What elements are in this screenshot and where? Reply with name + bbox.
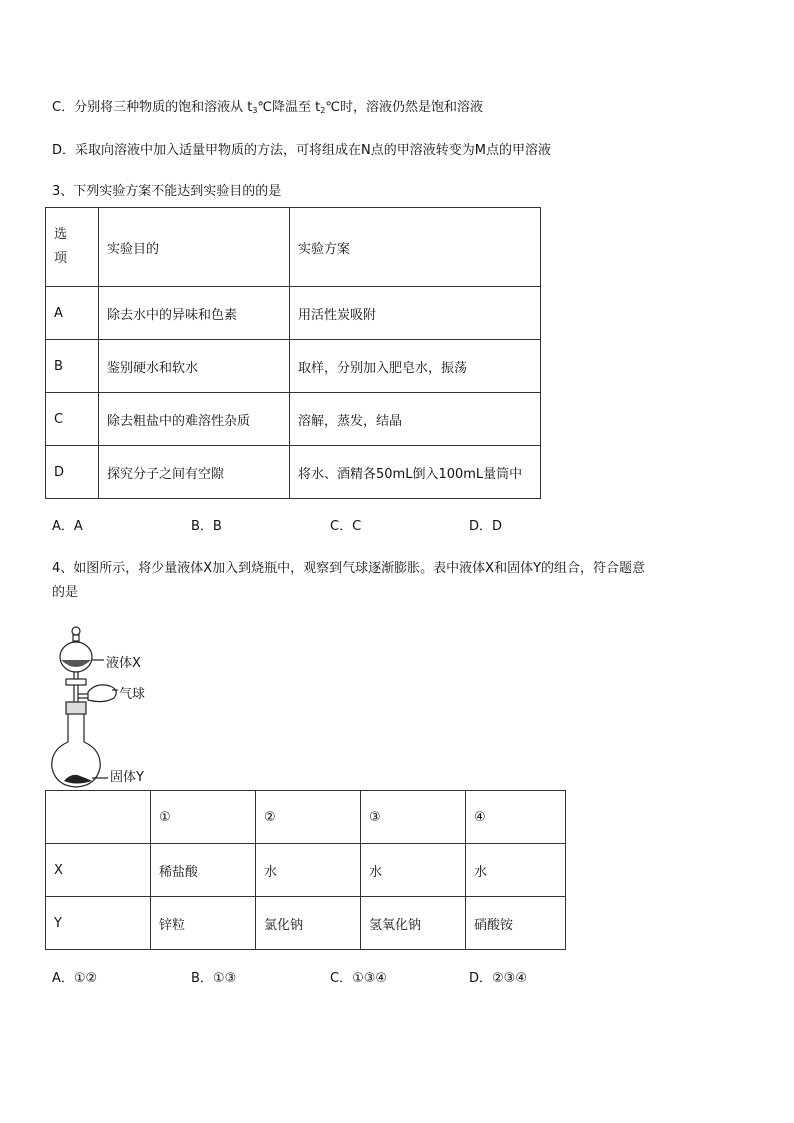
q4-table-header [46,791,566,844]
q3-table-header [46,208,541,287]
q4-row-y-label: Y [46,897,151,950]
q4-row-y-1: 锌粒 [151,897,256,950]
figure-label-liquid: 液体X [106,656,141,671]
q4-choice-b[interactable]: B．①③ [191,971,237,986]
temp-subscript-2: 2 [320,106,326,115]
q4-choice-c[interactable]: C．①③④ [330,971,388,986]
q3-choice-d[interactable]: D．D [469,519,503,534]
q3-header-option-text: 选项 [54,227,68,266]
q4-row-x-2: 水 [256,844,361,897]
q3-row-a-plan: 用活性炭吸附 [290,287,541,340]
q3-row-c-option: C [46,393,99,446]
q4-header-4: ④ [466,791,566,844]
q3-row-a-purpose: 除去水中的异味和色素 [99,287,290,340]
q4-row-x-1: 稀盐酸 [151,844,256,897]
q3-row-b-purpose: 鉴别硬水和软水 [99,340,290,393]
q3-row-b-option: B [46,340,99,393]
q4-header-2: ② [256,791,361,844]
table-row [46,393,541,446]
table-row [46,340,541,393]
q3-row-b-plan: 取样，分别加入肥皂水，振荡 [290,340,541,393]
q4-row-x-3: 水 [361,844,466,897]
q3-row-d-plan: 将水、酒精各50mL倒入100mL量筒中 [290,446,541,499]
q3-header-purpose: 实验目的 [99,208,290,287]
q4-stem-line2: 的是 [52,585,79,600]
q3-row-d-purpose: 探究分子之间有空隙 [99,446,290,499]
q3-stem: 3、下列实验方案不能达到实验目的的是 [52,184,282,199]
option-d-line: D．采取向溶液中加入适量甲物质的方法，可将组成在N点的甲溶液转变为M点的甲溶液 [52,143,551,158]
q4-stem-line1: 4、如图所示，将少量液体X加入到烧瓶中，观察到气球逐渐膨胀。表中液体X和固体Y的组合，符合题意 [52,561,646,576]
q3-row-a-option: A [46,287,99,340]
q4-header-3: ③ [361,791,466,844]
q4-header-1: ① [151,791,256,844]
temp-subscript-3: 3 [252,106,258,115]
q4-table [45,790,566,950]
q4-row-x-label: X [46,844,151,897]
option-c-line [52,98,483,121]
q3-choice-a[interactable]: A．A [52,519,83,534]
option-c-prefix: C．分别将三种物质的饱和溶液从 t [52,100,253,115]
q3-header-option [46,208,99,287]
apparatus-figure [44,622,174,794]
q4-row-x-4: 水 [466,844,566,897]
q3-choices [52,517,608,537]
q3-table [45,207,541,499]
q4-row-y-3: 氢氧化钠 [361,897,466,950]
table-row [46,897,566,950]
q3-choice-c[interactable]: C．C [330,519,362,534]
figure-label-solid: 固体Y [110,770,144,785]
q3-choice-b[interactable]: B．B [191,519,222,534]
option-c-middle: ℃降温至 t [257,100,321,115]
q4-choice-d[interactable]: D．②③④ [469,971,527,986]
table-row [46,446,541,499]
q3-row-d-option: D [46,446,99,499]
q4-choice-a[interactable]: A．①② [52,971,98,986]
option-c-suffix: ℃时，溶液仍然是饱和溶液 [325,100,483,115]
q3-header-plan: 实验方案 [290,208,541,287]
q3-row-c-purpose: 除去粗盐中的难溶性杂质 [99,393,290,446]
q4-header-blank [46,791,151,844]
q4-row-y-2: 氯化钠 [256,897,361,950]
table-row [46,287,541,340]
q4-choices [52,969,608,989]
q3-row-c-plan: 溶解，蒸发，结晶 [290,393,541,446]
figure-label-balloon: 气球 [119,687,146,702]
flask-apparatus-diagram [44,622,174,790]
q4-row-y-4: 硝酸铵 [466,897,566,950]
table-row [46,844,566,897]
